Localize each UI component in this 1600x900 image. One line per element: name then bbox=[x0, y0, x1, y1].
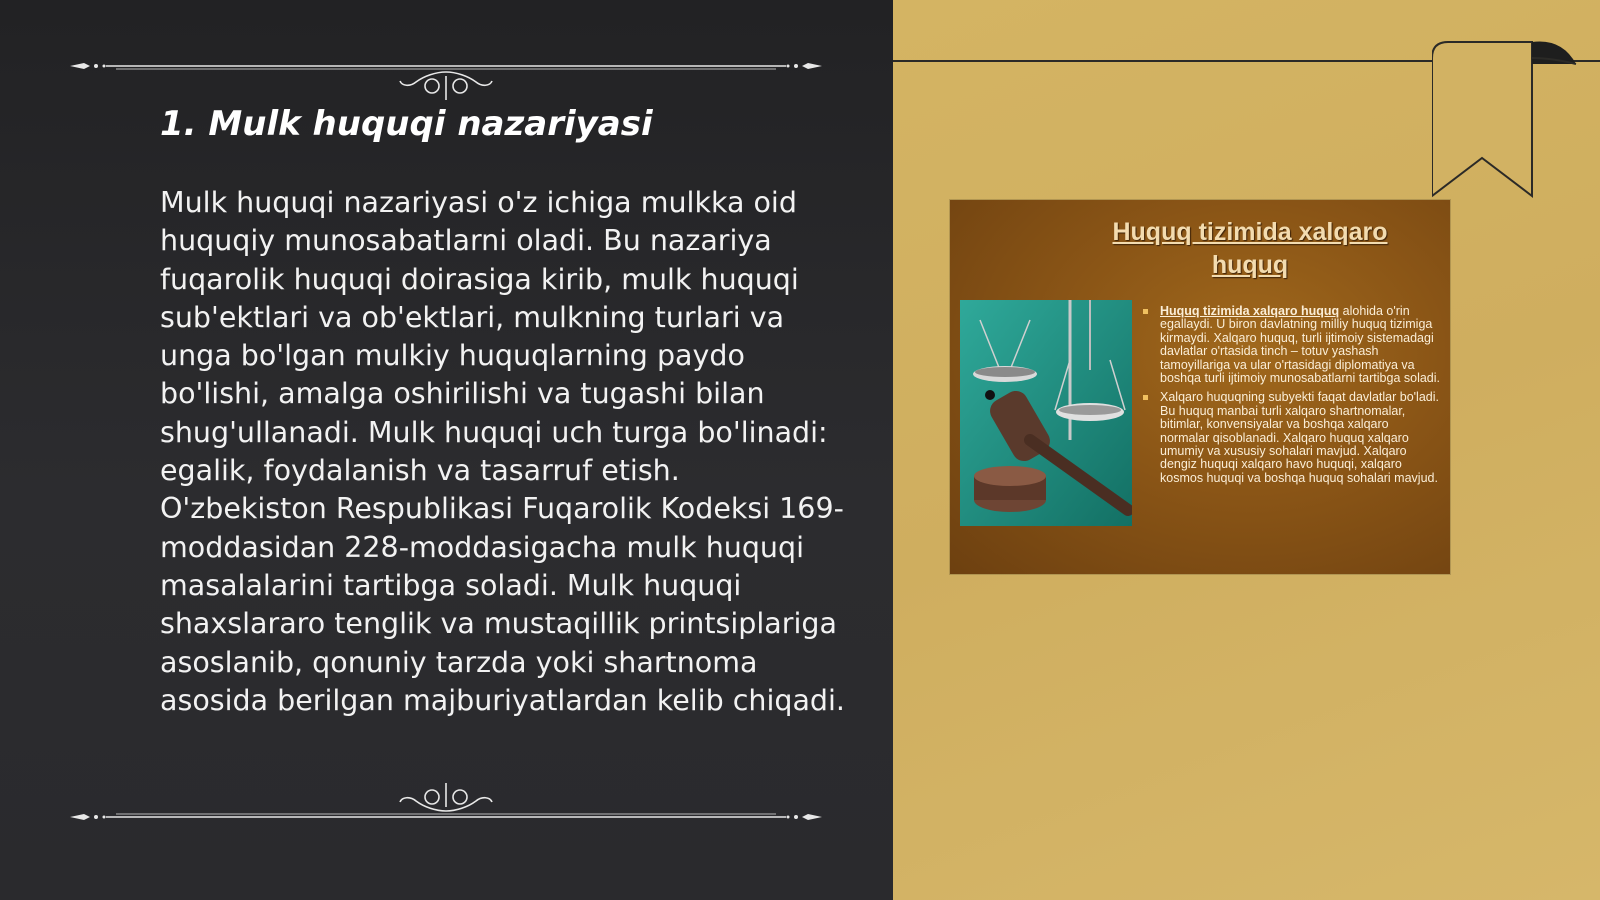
bullet-lead: Huquq tizimida xalqaro huquq bbox=[1160, 304, 1340, 318]
embedded-slide-bullets bbox=[1142, 305, 1440, 491]
bookmark-ribbon-icon bbox=[1432, 34, 1582, 204]
bullet-item bbox=[1142, 391, 1440, 485]
bullet-marker-icon bbox=[1143, 395, 1148, 400]
bullet-text: Xalqaro huquqning subyekti faqat davlatlar bo'ladi. Bu huquq manbai turli xalqaro shartnomalar, bitimlar, konvensiyalar va boshqa xalqaro normalar qisoblanadi. Xalqaro huquq xalqaro umumiy va xususiy sohalari mavjud. Xalqaro dengiz huquqi xalqaro havo huquqi, xalqaro kosmos huquqi va boshqa huquq sohalari mavjud. bbox=[1160, 390, 1439, 485]
slide-title: 1. Mulk huquqi nazariyasi bbox=[160, 104, 653, 144]
bottom-scroll-ornament-icon bbox=[66, 775, 826, 825]
embedded-slide-image bbox=[950, 200, 1450, 574]
bullet-marker-icon bbox=[1143, 309, 1148, 314]
embedded-slide-title: Huquq tizimida xalqaro huquq bbox=[1112, 218, 1388, 279]
top-scroll-ornament-icon bbox=[66, 58, 826, 108]
bullet-text: alohida o'rin egallaydi. U biron davlatning milliy huquq tizimiga kirmaydi. Xalqaro huquq, turli ijtimoiy sistemadagi davlatlar o'rtasida tinch – totuv yashash tamoyillariga va ular o'rtasidagi diplomatiya va boshqa turli ijtimoiy munosabatlarni tartibga soladi. bbox=[1160, 304, 1441, 386]
scales-gavel-photo-icon bbox=[960, 300, 1132, 526]
bullet-item bbox=[1142, 305, 1440, 385]
body-paragraph: Mulk huquqi nazariyasi o'z ichiga mulkka oid huquqiy munosabatlarni oladi. Bu nazariya fuqarolik huquqi doirasiga kirib, mulk huquqi sub'ektlari va ob'ektlari, mulkning turlari va unga bo'lgan mulkiy huquqlarning paydo bo'lishi, amalga oshirilishi va tugashi bilan shug'ullanadi. Mulk huquqi uch turga bo'linadi: egalik, foydalanish va tasarruf etish. O'zbekiston Respublikasi Fuqarolik Kodeksi 169-moddasidan 228-moddasigacha mulk huquqi masalalarini tartibga soladi. Mulk huquqi shaxslararo tenglik va mustaqillik printsiplariga asoslanib, qonuniy tarzda yoki shartnoma asosida berilgan majburiyatlardan kelib chiqadi. bbox=[160, 186, 845, 717]
